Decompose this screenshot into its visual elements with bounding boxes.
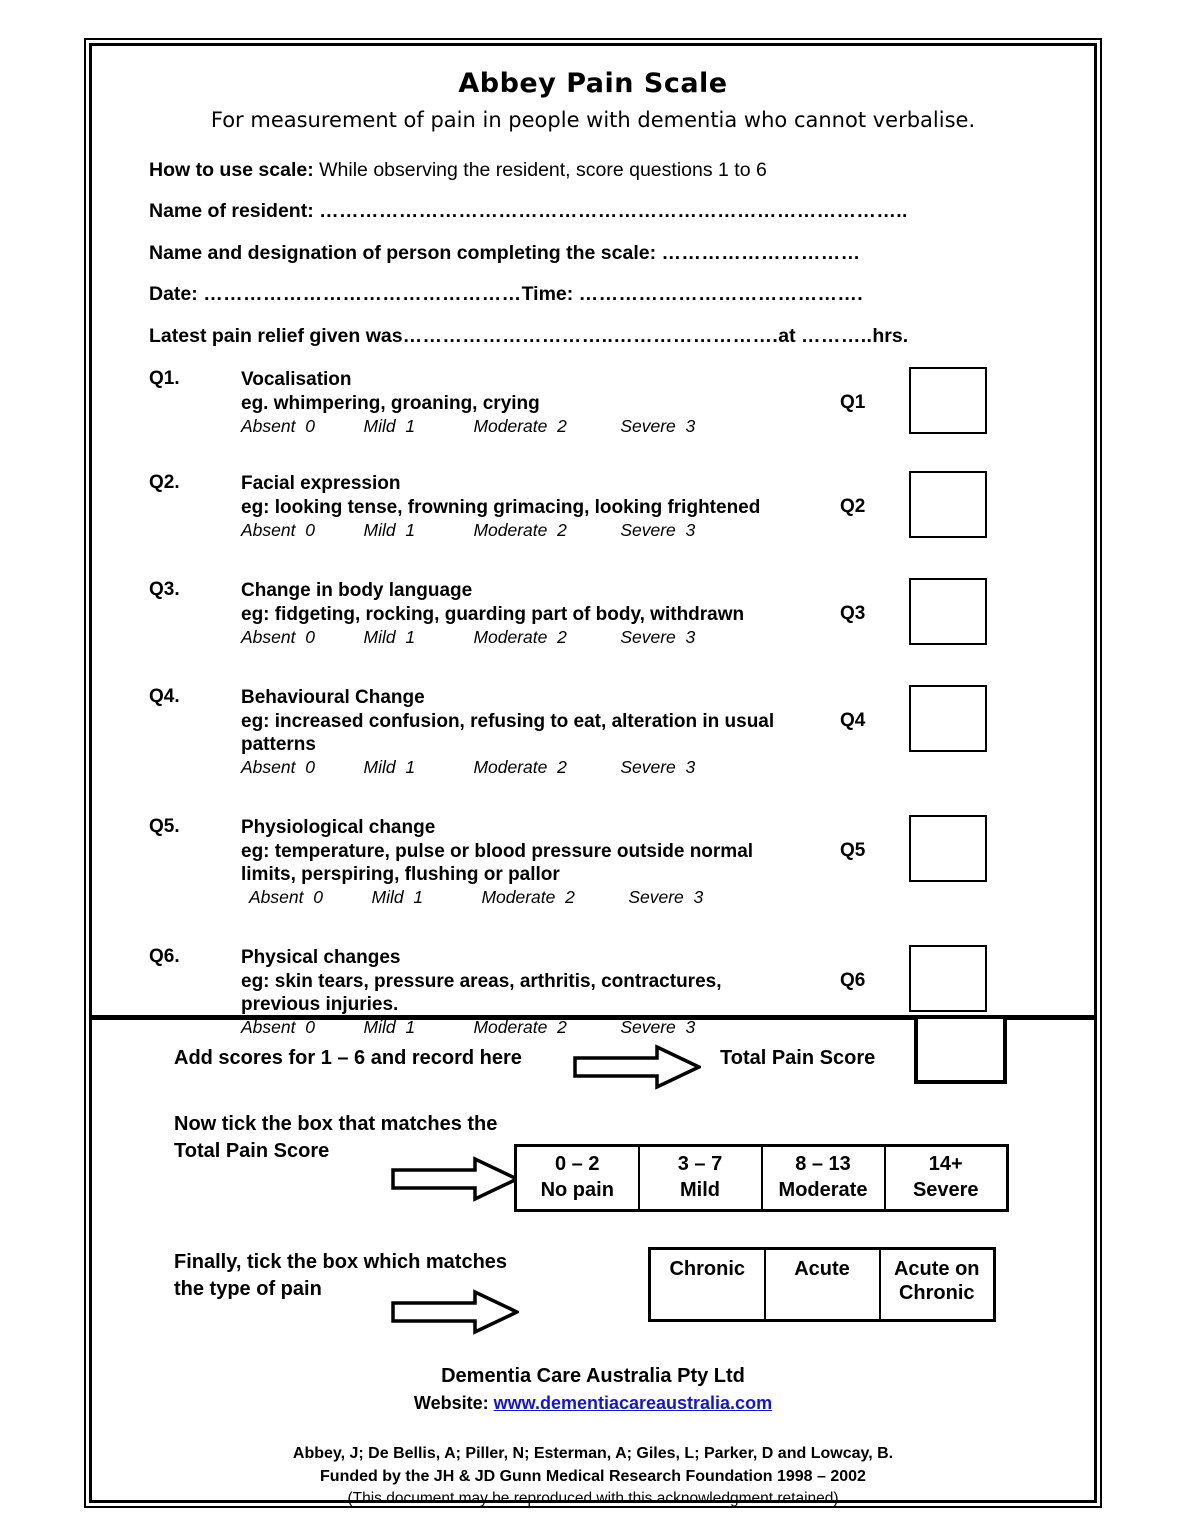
question-tag: Q4 [840,710,866,732]
website-label: Website: [413,1393,489,1413]
severity-name: Severe [912,1179,979,1201]
document-page-inner [89,43,1097,1508]
arrow-right-icon [391,1156,519,1202]
severity-tick-row [118,1111,1068,1247]
time-input[interactable]: ……………………………………. [578,283,864,306]
severity-cell-mild[interactable] [639,1146,762,1211]
how-to-use-line [149,160,1068,180]
question-tag: Q3 [840,603,866,625]
question-score-box[interactable] [909,815,987,882]
question-example: eg: skin tears, pressure areas, arthritis, contractures, [241,970,722,992]
pain-relief-line[interactable] [149,326,1068,346]
question-row [149,368,1068,454]
date-input[interactable]: ………………………………………… [203,283,522,306]
authors-line: Abbey, J; De Bellis, A; Piller, N; Esterman, A; Giles, L; Parker, D and Lowcay, B. [292,1445,894,1462]
question-number: Q6. [149,946,180,968]
tick-instruction-line1: Now tick the box that matches the [174,1113,498,1135]
pain-relief-at-label: at [778,324,796,347]
pain-type-instruction-line2: the type of pain [174,1278,322,1300]
pain-type-row [118,1247,1068,1357]
question-score-box[interactable] [909,471,987,538]
question-body [241,816,901,908]
question-title: Physical changes [241,947,401,969]
website-line [118,1393,1068,1414]
question-rating-scale: Absent 0 Mild 1 Moderate 2 Severe 3 [249,886,704,907]
form-fields [118,160,1068,346]
resident-name-input[interactable]: …………………………………………………………………………….. [319,200,908,223]
severity-name: Mild [680,1179,720,1201]
total-pain-score-box[interactable] [914,1015,1007,1084]
time-label: Time: [521,283,574,306]
tick-instruction-line2: Total Pain Score [174,1140,330,1162]
severity-range: 8 – 13 [795,1153,851,1176]
question-example: eg: fidgeting, rocking, guarding part of body, withdrawn [241,603,745,625]
question-number: Q3. [149,579,180,601]
question-number: Q1. [149,368,180,390]
question-title: Vocalisation [241,369,352,391]
question-tag: Q2 [840,496,866,518]
how-to-use-text: While observing the resident, score questions 1 to 6 [319,159,767,181]
arrow-right-icon [573,1044,701,1090]
reproduction-notice: (This document may be reproduced with this acknowledgment retained) [347,1490,839,1508]
document-footer [118,1365,1068,1510]
resident-name-label: Name of resident: [149,200,314,223]
assessment-section [92,46,1094,1037]
completer-name-line[interactable] [149,243,1068,263]
pain-type-name-cont: Chronic [898,1282,975,1305]
question-tag: Q5 [840,840,866,862]
severity-name: Moderate [778,1179,868,1201]
question-example: eg: increased confusion, refusing to eat, alteration in usual [241,710,775,732]
question-score-box[interactable] [909,578,987,645]
table-row [516,1146,1008,1211]
question-row [149,816,1068,928]
question-title: Behavioural Change [241,687,425,709]
pain-type-cell-acute[interactable] [765,1249,880,1321]
pain-type-name: Acute on [893,1258,980,1280]
question-rating-scale: Absent 0 Mild 1 Moderate 2 Severe 3 [241,1016,696,1037]
question-title: Facial expression [241,473,401,495]
question-score-box[interactable] [909,367,987,434]
question-row [149,686,1068,798]
total-pain-score-label: Total Pain Score [720,1047,876,1069]
funding-line: Funded by the JH & JD Gunn Medical Research Foundation 1998 – 2002 [320,1467,866,1485]
question-title: Change in body language [241,580,473,602]
question-body [241,368,841,436]
document-page [84,38,1102,1508]
completer-name-label: Name and designation of person completing the scale: [149,241,657,264]
question-number: Q4. [149,686,180,708]
total-score-row [118,1015,1068,1111]
question-example: eg: temperature, pulse or blood pressure outside normal [241,840,754,862]
question-example-cont: patterns [241,733,316,755]
question-number: Q2. [149,472,180,494]
pain-type-name: Chronic [669,1258,746,1280]
question-score-box[interactable] [909,945,987,1012]
pain-type-table [648,1247,996,1322]
pain-type-name: Acute [794,1258,850,1280]
pain-type-cell-chronic[interactable] [650,1249,765,1321]
add-scores-label: Add scores for 1 – 6 and record here [174,1047,522,1069]
severity-name: No pain [540,1179,614,1201]
date-time-line[interactable] [149,284,1068,304]
severity-cell-severe[interactable] [885,1146,1008,1211]
severity-cell-no-pain[interactable] [516,1146,639,1211]
website-link[interactable]: www.dementiacareaustralia.com [493,1393,773,1413]
page-subtitle: For measurement of pain in people with dementia who cannot verbalise. [210,108,976,132]
table-row [650,1249,995,1321]
question-tag: Q1 [840,392,866,414]
pain-relief-label: Latest pain relief given was [149,324,403,347]
question-row [149,472,1068,561]
completer-name-input[interactable]: ………………………… [661,241,861,264]
question-row [149,579,1068,668]
question-number: Q5. [149,816,180,838]
question-rating-scale: Absent 0 Mild 1 Moderate 2 Severe 3 [241,415,696,436]
question-example-cont: limits, perspiring, flushing or pallor [241,863,560,885]
severity-range: 3 – 7 [677,1153,723,1176]
question-example-cont: previous injuries. [241,993,399,1015]
question-example: eg: looking tense, frowning grimacing, looking frightened [241,496,761,518]
how-to-use-label: How to use scale: [149,159,314,181]
severity-range: 14+ [928,1153,963,1176]
pain-type-instruction-line1: Finally, tick the box which matches [174,1251,508,1273]
pain-relief-hours-input[interactable]: ……….. [801,324,873,347]
date-label: Date: [149,283,198,306]
pain-relief-input[interactable]: …………………………..……………………. [402,324,779,347]
question-title: Physiological change [241,817,436,839]
question-body [241,579,881,647]
question-rating-scale: Absent 0 Mild 1 Moderate 2 Severe 3 [241,519,696,540]
question-score-box[interactable] [909,685,987,752]
organisation-name: Dementia Care Australia Pty Ltd [441,1365,745,1387]
page-title: Abbey Pain Scale [458,68,728,99]
question-body [241,472,881,540]
pain-relief-hrs-label: hrs. [872,324,909,347]
severity-table [514,1144,1009,1212]
question-rating-scale: Absent 0 Mild 1 Moderate 2 Severe 3 [241,626,696,647]
severity-cell-moderate[interactable] [762,1146,885,1211]
question-tag: Q6 [840,970,866,992]
scoring-section [92,1015,1094,1510]
severity-range: 0 – 2 [555,1153,600,1176]
pain-type-cell-acute-on-chronic[interactable] [880,1249,995,1321]
question-example: eg. whimpering, groaning, crying [241,392,540,414]
question-body [241,686,901,778]
arrow-right-icon [391,1289,519,1335]
question-list [118,368,1068,1058]
credits-block [118,1443,1068,1510]
question-rating-scale: Absent 0 Mild 1 Moderate 2 Severe 3 [241,756,696,777]
resident-name-line[interactable] [149,201,1068,221]
